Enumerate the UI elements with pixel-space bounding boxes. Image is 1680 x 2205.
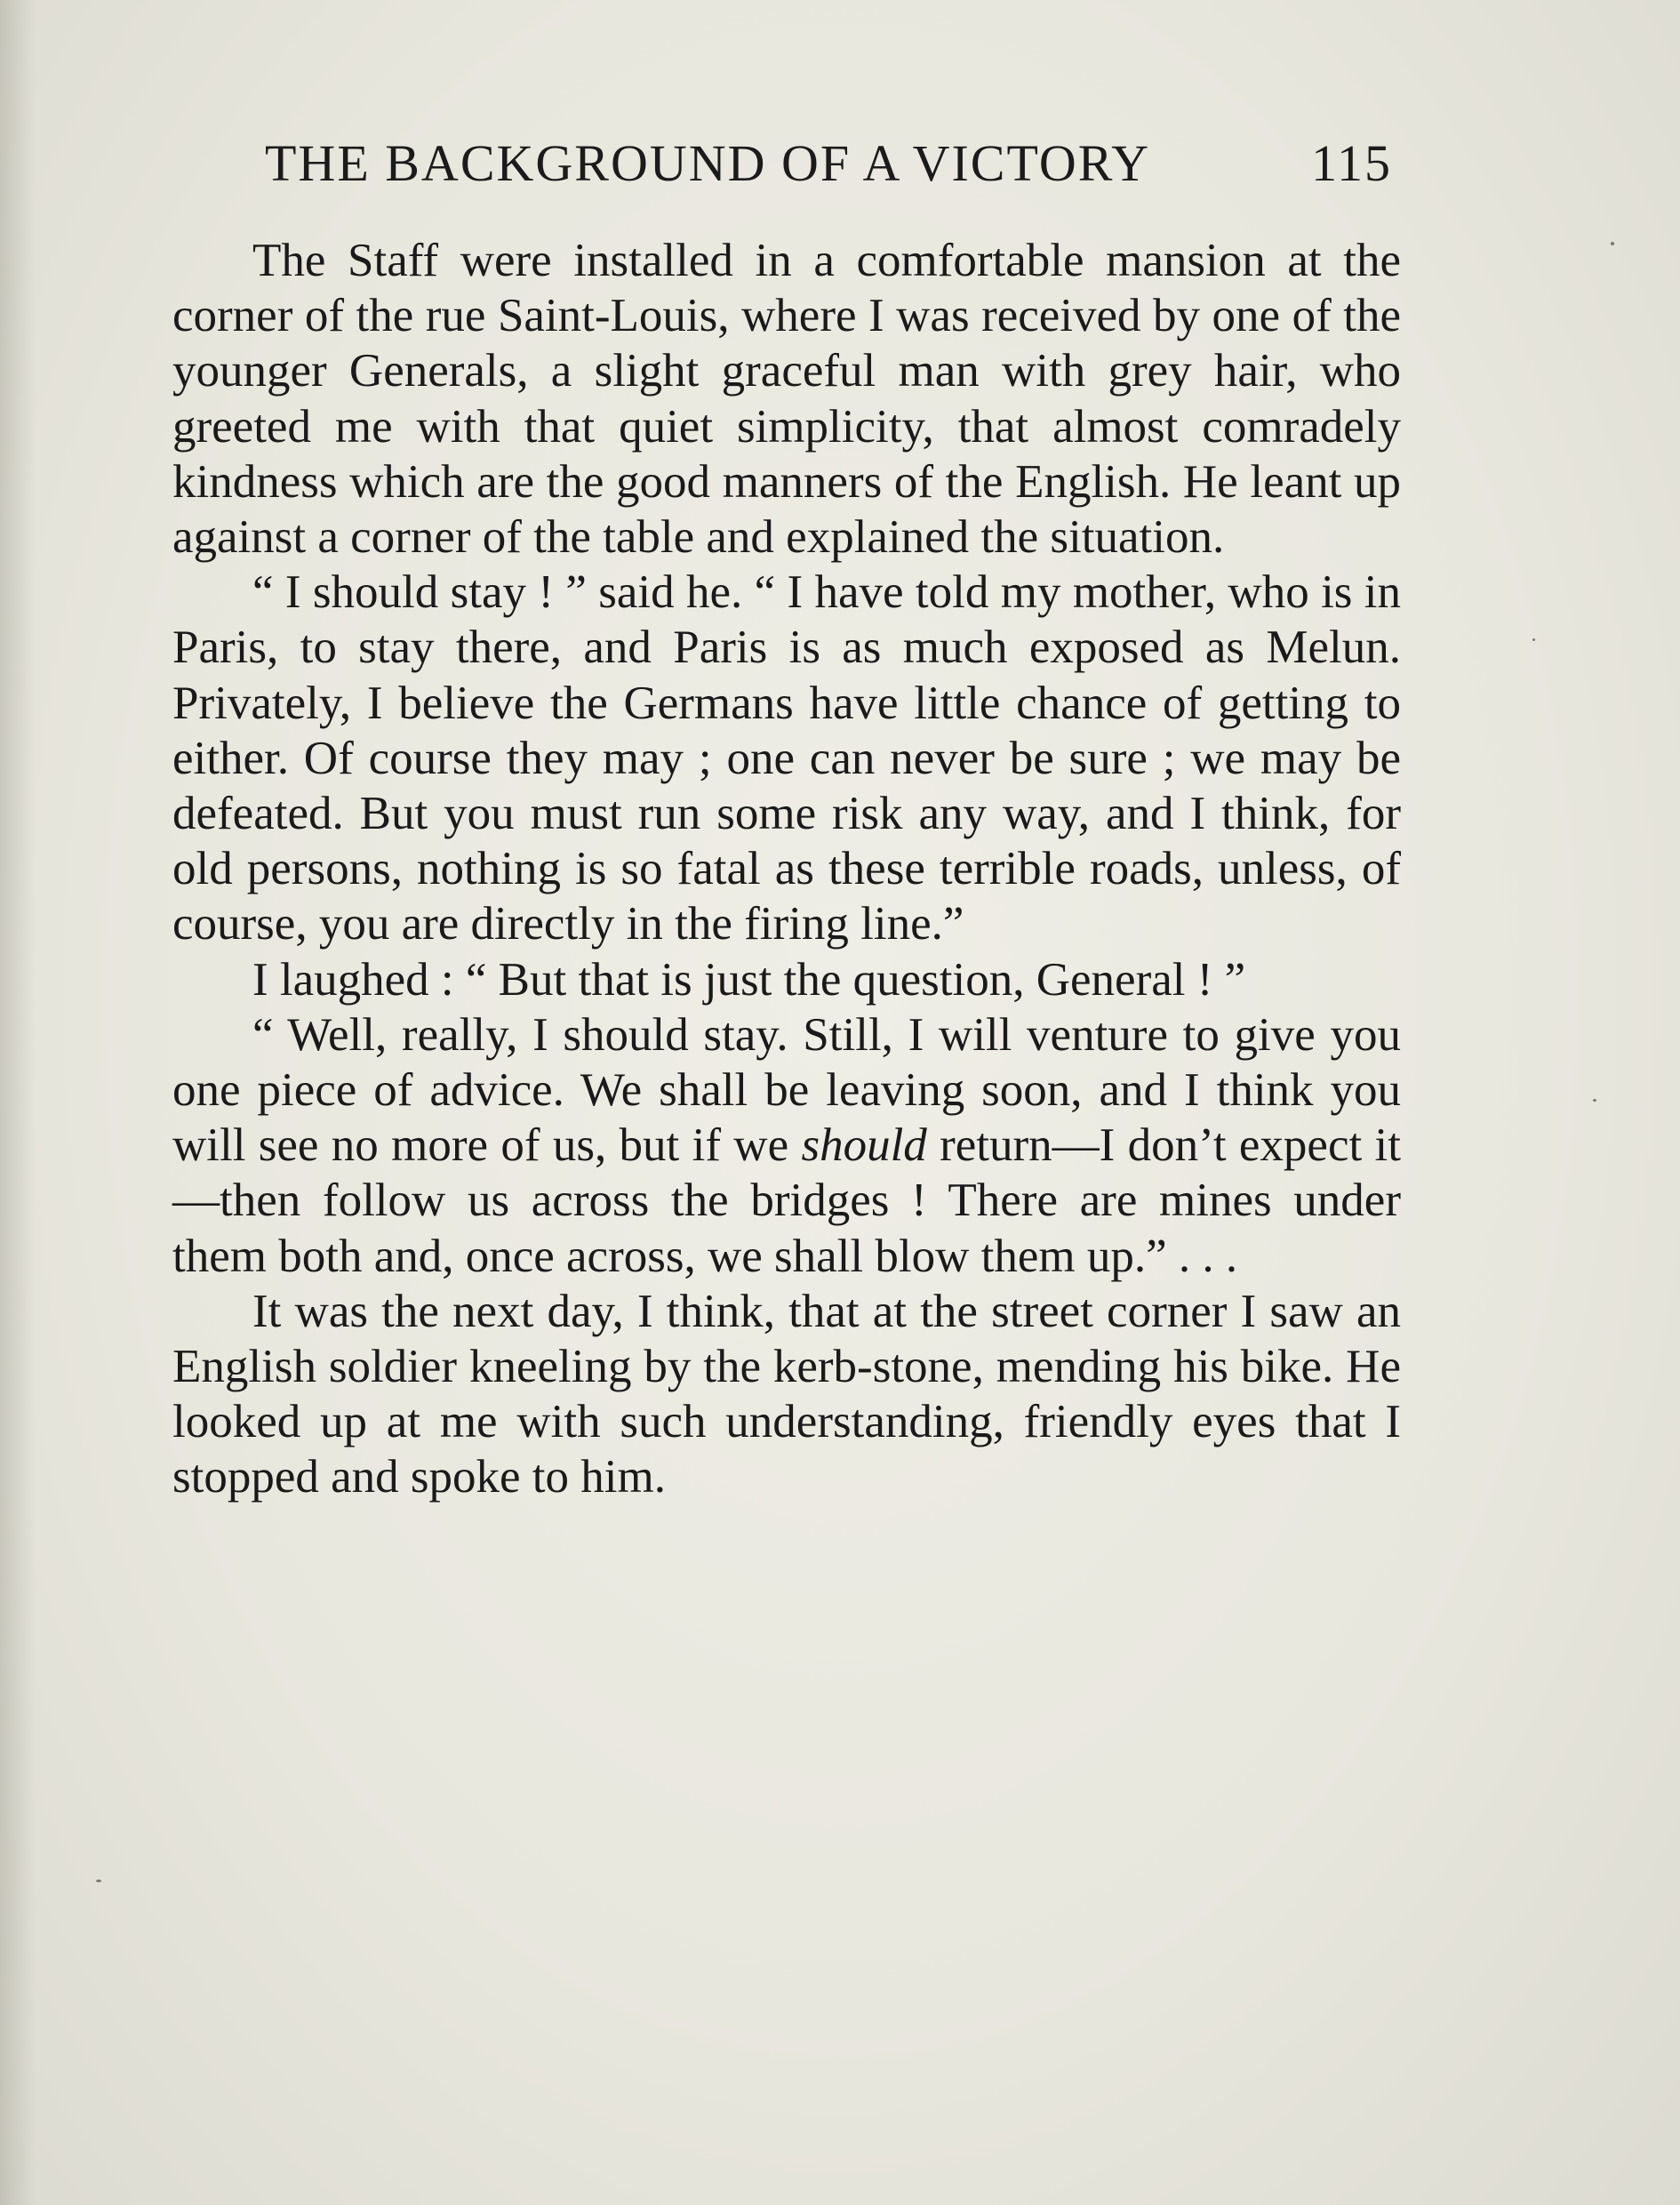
paragraph-laughed: I laughed : “ But that is just the question, General ! ” [252,953,1246,1006]
running-head [265,133,1392,204]
paragraph-bridges [172,1007,1401,1284]
bridges-text-before: “ Well, really, I should stay. Still, I will venture to give you one piece of advice. We shall be leaving soon, and I think you will see no more of us, but if we [172,1008,1401,1172]
paper-speck [1593,1099,1596,1102]
paper-speck [1532,638,1535,641]
bridges-text-after: return—I don’t expect it—then follow us across the bridges ! There are mines under them both and, once across, we shall blow them up.” . . . [172,1119,1401,1282]
paragraph-staff-mansion: The Staff were installed in a comfortable mansion at the corner of the rue Saint-Louis, where I was received by one of the younger Generals, a slight graceful man with grey hair, who greeted me with that quiet simplicity, that almost comradely kindness which are the good manners of the English. He leant up against a corner of the table and explained the situation. [172,235,1401,564]
paper-speck [96,1880,101,1882]
paragraph-english-soldier: It was the next day, I think, that at the street corner I saw an English soldier kneeling by the kerb-stone, mending his bike. He looked up at me with such understanding, friendly eyes that I stopped and spoke to him. [172,1285,1401,1503]
page-number: 115 [1311,134,1392,192]
running-head-title: THE BACKGROUND OF A VICTORY [265,134,1151,192]
emphasis-should: should [801,1119,927,1172]
body-text [172,233,1401,1505]
paper-speck [1611,242,1614,245]
paragraph-general-advice: “ I should stay ! ” said he. “ I have told my mother, who is in Paris, to stay there, and Paris is as much exposed as Melun. Privately, I believe the Germans have little chance of getting to either. Of course they may ; one can never be sure ; we may be defeated. But you must run some risk any way, and I think, for old persons, nothing is so fatal as these terrible roads, unless, of course, you are directly in the firing line.” [172,566,1401,950]
